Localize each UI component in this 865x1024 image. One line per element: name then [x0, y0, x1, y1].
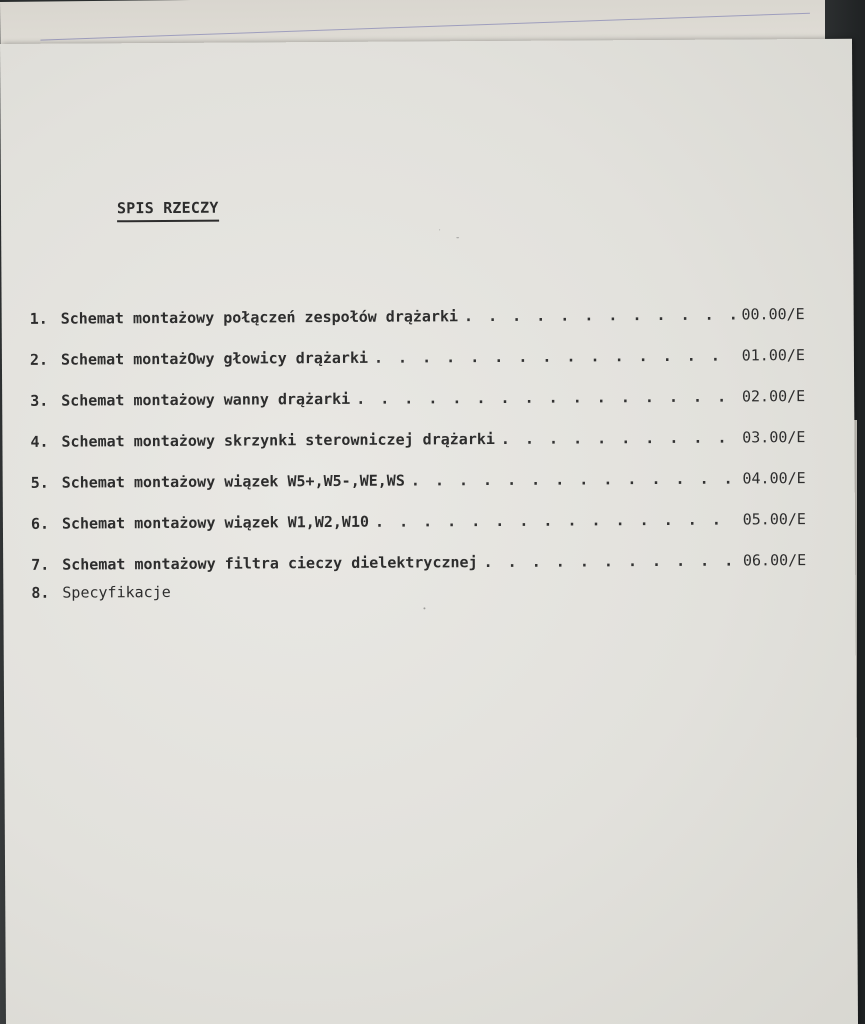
toc-leader-dots: [501, 429, 736, 448]
background-sheet-rule: [40, 13, 810, 41]
toc-entry-text: Schemat montażowy skrzynki sterowniczej drążarki: [61, 429, 495, 451]
toc-entry-number: 8.: [31, 583, 50, 602]
toc-entry-code: 03.00/E: [742, 428, 806, 447]
toc-entry-text: Schemat montażowy połączeń zespołów drążarki: [60, 307, 459, 328]
toc-leader-dots: [356, 388, 736, 408]
toc-entry-code: 02.00/E: [741, 387, 806, 406]
toc-entry-number: 2.: [29, 350, 49, 369]
toc-entry-4: [30, 428, 805, 455]
toc-entry-code: 05.00/E: [742, 510, 806, 529]
toc-leader-dots: [484, 552, 737, 572]
toc-entry-number: 7.: [31, 555, 50, 574]
toc-entry-number: 4.: [30, 432, 49, 451]
toc-entry-1: [30, 305, 805, 332]
toc-leader-dots: [464, 306, 736, 326]
toc-entry-text: Schemat montażOwy głowicy drążarki: [60, 348, 369, 369]
toc-entry-code: 00.00/E: [741, 305, 805, 324]
toc-entry-code: 06.00/E: [742, 551, 807, 570]
paper-speck: [423, 607, 425, 609]
toc-entry-number: 1.: [29, 309, 48, 328]
toc-entry-6: [31, 510, 806, 537]
toc-entry-text: Schemat montażowy filtra cieczy dielektrycznej: [62, 553, 478, 574]
toc-entry-text: Specyfikacje: [62, 582, 171, 602]
toc-entry-number: 3.: [30, 391, 49, 410]
paper-speck: [439, 229, 440, 230]
toc-entry-number: 6.: [30, 514, 50, 533]
toc-entry-5: [31, 469, 806, 496]
toc-entry-2: [30, 346, 805, 373]
page-title: SPIS RZECZY: [117, 199, 219, 223]
toc-entry-7: [31, 551, 806, 578]
toc-entry-text: Schemat montażowy wiązek W5+,W5-,WE,WS: [61, 471, 405, 492]
document-page: [0, 39, 858, 1024]
toc-entry-8: [31, 579, 806, 606]
toc-leader-dots: [374, 347, 736, 367]
toc-entry-code: 04.00/E: [742, 469, 806, 488]
toc-entry-number: 5.: [30, 473, 49, 492]
toc-entry-code: 01.00/E: [741, 346, 805, 365]
toc-entry-3: [30, 387, 805, 414]
table-of-contents: [0, 39, 858, 1024]
toc-entry-text: Schemat montażowy wanny drążarki: [61, 389, 351, 410]
toc-entry-text: Schemat montażowy wiązek W1,W2,W10: [61, 512, 370, 533]
toc-leader-dots: [411, 470, 737, 490]
toc-leader-dots: [375, 511, 737, 531]
paper-speck: [456, 237, 459, 238]
